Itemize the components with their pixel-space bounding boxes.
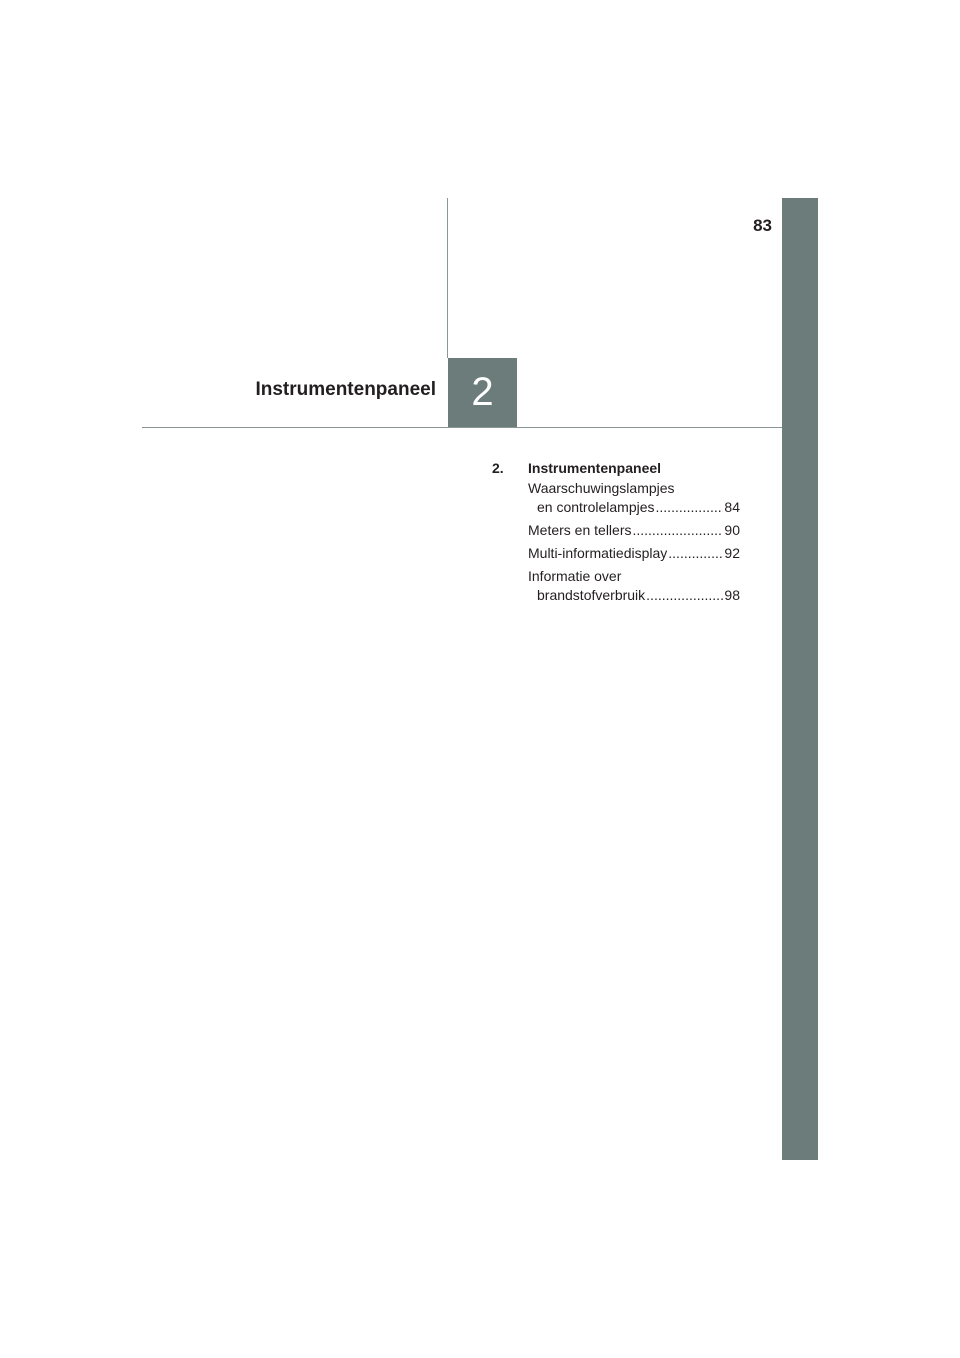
toc-entry-title: Multi-informatiedisplay [528, 545, 668, 561]
toc-entry-line1: Informatie over [528, 568, 622, 584]
toc-section-title: Instrumentenpaneel [528, 460, 662, 476]
toc-dot-leader [646, 586, 723, 605]
horizontal-rule [142, 427, 782, 428]
toc-entry-multi-info-display[interactable] [492, 544, 740, 563]
toc-dot-leader [632, 521, 723, 540]
toc-section-heading [492, 459, 740, 478]
chapter-side-tab [782, 198, 818, 1160]
chapter-title: Instrumentenpaneel [255, 379, 436, 400]
toc-section-number: 2. [492, 460, 504, 476]
page-number: 83 [753, 216, 772, 235]
toc-entry-title: en controlelampjes [537, 499, 655, 515]
toc-entry-page: 84 [724, 499, 740, 515]
toc-entry-warning-lights[interactable] [492, 479, 740, 517]
toc-entry-line1: Waarschuwingslampjes [528, 480, 675, 496]
chapter-number: 2 [471, 370, 494, 414]
toc-entry-meters[interactable] [492, 521, 740, 540]
toc-dot-leader [656, 498, 724, 517]
chapter-number-box [448, 358, 517, 427]
toc-entry-page: 98 [724, 587, 740, 603]
toc-dot-leader [668, 544, 723, 563]
toc-entry-page: 90 [724, 522, 740, 538]
toc-entry-title: brandstofverbruik [537, 587, 646, 603]
table-of-contents [492, 459, 740, 609]
toc-entry-title: Meters en tellers [528, 522, 632, 538]
toc-entry-page: 92 [724, 545, 740, 561]
toc-entry-fuel-consumption[interactable] [492, 567, 740, 605]
vertical-rule [447, 198, 448, 358]
